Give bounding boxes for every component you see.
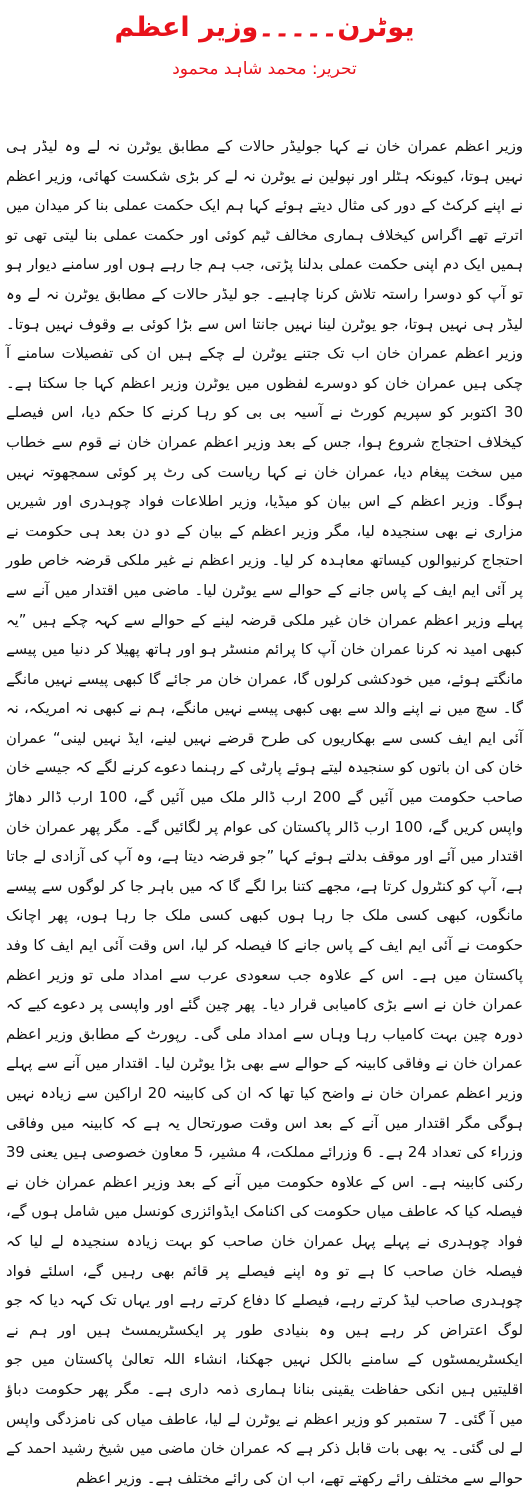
author-byline: تحریر: محمد شاہد محمود (172, 59, 357, 79)
article-headline: یوٹرن۔۔۔۔۔وزیر اعظم (114, 12, 415, 43)
article-body: وزیر اعظم عمران خان نے کہا جولیڈر حالات کے مطابق یوٹرن نہ لے وہ لیڈر ہی نہیں ہوتا، کیونکہ ہٹلر اور نپولین نے یوٹرن نہ لے کر بڑی شکست کھائی، وزیر اعظم نے اپنے کرکٹ کے دور کی مثال دیتے ہوئے کہا ہم ایک حکمت عملی بنا کر میدان میں اترتے تھے اگراس کیخلاف ہماری مخالف ٹیم کوئی اور حکمت عملی بنا لیتی تھی تو ہمیں ایک دم اپنی حکمت عملی بدلنا پڑتی، جب ہم جا رہے ہوں اور سامنے دیوار ہو تو آپ کو دوسرا راستہ تلاش کرنا چاہیے۔ جو لیڈر حالات کے مطابق یوٹرن نہ لے وہ لیڈر ہی نہیں ہوتا، جو یوٹرن لینا نہیں جانتا اس سے بڑا کوئی بے وقوف نہیں ہوتا۔ وزیر اعظم عمران خان اب تک جتنے یوٹرن لے چکے ہیں ان کی تفصیلات سامنے آ چکی ہیں عمران خان کو دوسرے لفظوں میں یوٹرن وزیر اعظم کہا جا سکتا ہے۔ 30 اکتوبر کو سپریم کورٹ نے آسیہ بی بی کو رہا کرنے کا حکم دیا، اس فیصلے کیخلاف احتجاج شروع ہوا، جس کے بعد وزیر اعظم عمران خان نے قوم سے خطاب میں سخت پیغام دیا، عمران خان نے کہا ریاست کی رٹ پر کوئی سمجھوتہ نہیں ہوگا۔ وزیر اعظم کے اس بیان کو میڈیا، وزیر اطلاعات فواد چوہدری اور شیریں مزاری نے بھی سنجیدہ لیا، مگر وزیر اعظم کے بیان کے دو دن بعد ہی حکومت نے احتجاج کرنیوالوں کیساتھ معاہدہ کر لیا۔ وزیر اعظم نے غیر ملکی قرضہ خاص طور پر آئی ایم ایف کے پاس جانے کے حوالے سے یوٹرن لیا۔ ماضی میں اقتدار میں آنے سے پہلے وزیر اعظم عمران خان غیر ملکی قرضہ لینے کے حوالے سے کہہ چکے ہیں ”یہ کبھی امید نہ کرنا عمران خان آپ کا پرائم منسٹر ہو اور ہاتھ پھیلا کر دنیا میں پیسے مانگتے ہوئے، میں خودکشی کرلوں گا، عمران خان مر جائے گا کبھی پیسے نہیں مانگے گا۔ سچ میں نے اپنے والد سے بھی کبھی پیسے نہیں مانگے، ہم نے کبھی نہ امریکہ، نہ آئی ایم ایف کسی سے بھکاریوں کی طرح قرضے نہیں لینے، ایڈ نہیں لینی“ عمران خان کی ان باتوں کو سنجیدہ لیتے ہوئے پارٹی کے رہنما دعوے کرنے لگے کہ جیسے خان صاحب حکومت میں آئیں گے 200 ارب ڈالر ملک میں آئیں گے، 100 ارب ڈالر دھاڑ واپس کریں گے، 100 ارب ڈالر پاکستان کی عوام پر لگائیں گے۔ مگر پھر عمران خان اقتدار میں آئے اور موقف بدلتے ہوئے کہا ”جو قرضہ دیتا ہے، وہ آپ کی آزادی لے جاتا ہے، آپ کو کنٹرول کرتا ہے، مجھے کتنا برا لگے گا کہ میں باہر جا کر لوگوں سے پیسے مانگوں، کبھی کسی ملک جا رہا ہوں کبھی کسی ملک جا رہا ہوں، پھر اچانک حکومت نے آئی ایم ایف کے پاس جانے کا فیصلہ کر لیا، اس وقت آئی ایم ایف کا وفد پاکستان میں ہے۔ اس کے علاوہ جب سعودی عرب سے امداد ملی تو وزیر اعظم عمران خان نے اسے بڑی کامیابی قرار دیا۔ پھر چین گئے اور واپسی پر دعوے کیے کہ دورہ چین بہت کامیاب رہا وہاں سے امداد ملی گی۔ رپورٹ کے مطابق وزیر اعظم عمران خان نے وفاقی کابینہ کے حوالے سے بھی بڑا یوٹرن لیا۔ اقتدار میں آنے سے پہلے وزیر اعظم عمران خان نے واضح کیا تھا کہ ان کی کابینہ 20 اراکین سے زیادہ نہیں ہوگی مگر اقتدار میں آنے کے بعد اس وقت صورتحال یہ ہے کہ کابینہ میں وفاقی وزراء کی تعداد 24 ہے۔ 6 وزرائے مملکت، 4 مشیر، 5 معاون خصوصی ہیں یعنی 39 رکنی کابینہ ہے۔ اس کے علاوہ حکومت میں آنے کے بعد وزیر اعظم عمران خان نے فیصلہ کیا کہ عاطف میاں حکومت کی اکنامک ایڈوائزری کونسل میں شامل ہوں گے، فواد چوہدری نے پہلے پہل عمران خان صاحب کو بہت زیادہ سنجیدہ لے لیا کہ فیصلہ خان صاحب کا ہے تو وہ اپنے فیصلے پر قائم بھی رہیں گے، اسلئے فواد چوہدری صاحب لیڈ کرتے رہے، فیصلے کا دفاع کرتے رہے اور یہاں تک کہہ دیا کہ جو لوگ اعتراض کر رہے ہیں وہ بنیادی طور پر ایکسٹریمسٹ ہیں اور ہم نے ایکسٹریمسٹوں کے سامنے بالکل نہیں جھکنا، انشاء اللہ تعالیٰ پاکستان میں جو اقلیتیں ہیں انکی حفاظت یقینی بنانا ہماری ذمہ داری ہے۔ مگر پھر حکومت دباؤ میں آ گئی۔ 7 ستمبر کو وزیر اعظم نے یوٹرن لے لیا، عاطف میاں کی نامزدگی واپس لے لی گئی۔ یہ بھی بات قابل ذکر ہے کہ عمران خان ماضی میں شیخ رشید احمد کے حوالے سے مختلف رائے رکھتے تھے، اب ان کی رائے مختلف ہے۔ وزیر اعظم (6, 138, 524, 1487)
